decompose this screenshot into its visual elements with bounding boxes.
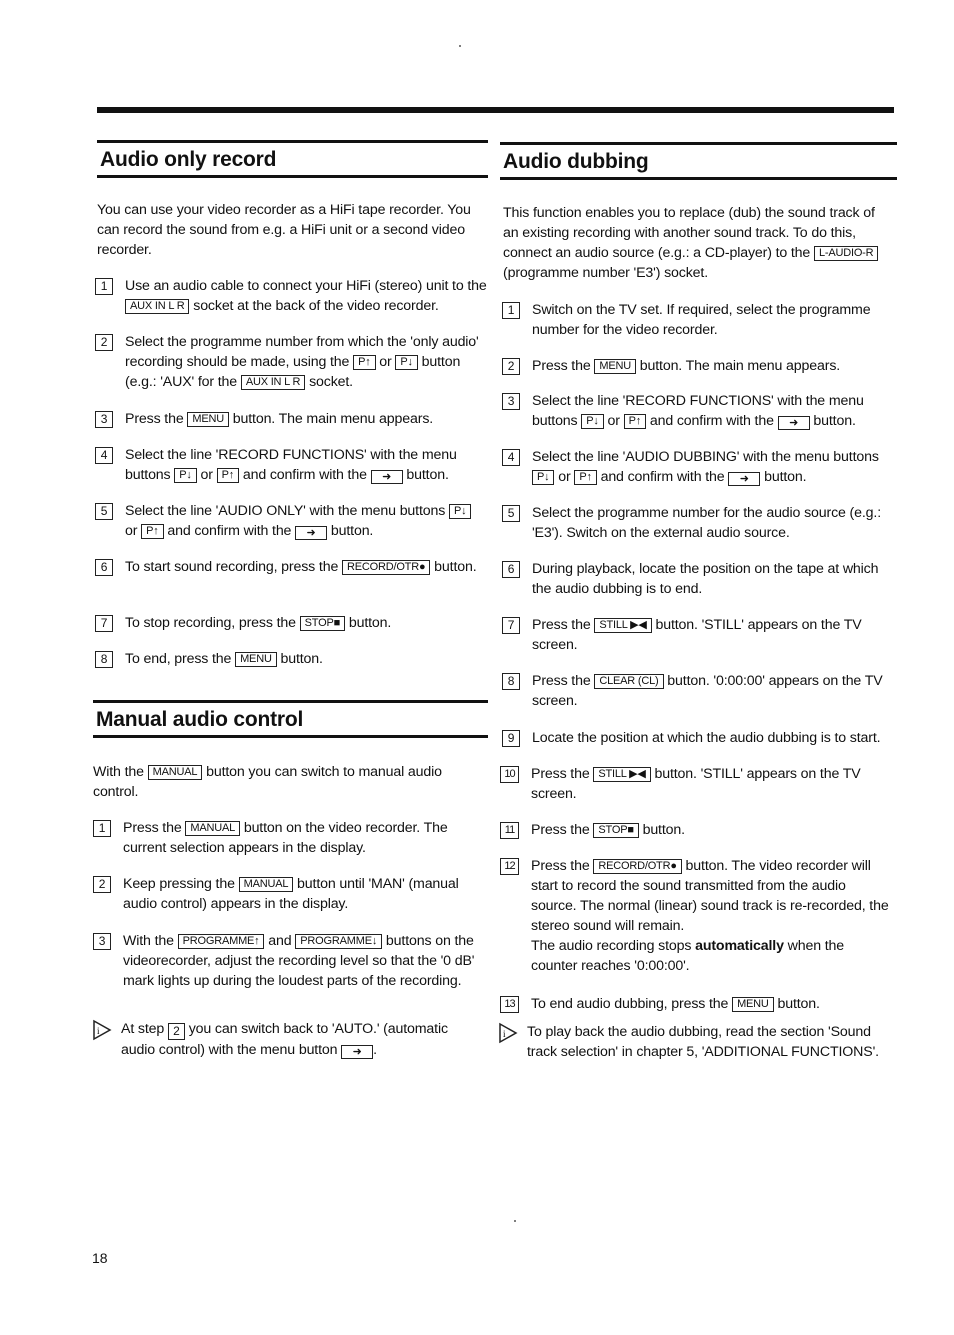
p-up-key: P↑ xyxy=(624,414,646,429)
dub-step-11 xyxy=(500,820,894,840)
p-down-key: P↓ xyxy=(449,504,471,519)
step-text: Select the line 'AUDIO ONLY' with the menu buttons P↓ or P↑ and confirm with the ➜ button. xyxy=(125,501,487,541)
step-text: Press the STOP■ button. xyxy=(531,822,685,838)
p-up-key: P↑ xyxy=(217,468,239,483)
dub-step-10 xyxy=(500,764,894,804)
l-audio-r-key: L-AUDIO-R xyxy=(814,246,878,261)
step-number: 2 xyxy=(502,358,520,375)
step-text: To stop recording, press the STOP■ button. xyxy=(125,615,392,631)
tip-triangle-icon xyxy=(91,1019,113,1041)
step-text: Press the STILL ▶◀ button. 'STILL' appears on the TV screen. xyxy=(531,766,861,802)
step-5 xyxy=(95,501,487,541)
dub-step-7 xyxy=(502,615,894,655)
svg-text:i: i xyxy=(97,1026,100,1036)
dub-step-3 xyxy=(502,391,894,431)
section-title-audio-only xyxy=(97,140,488,178)
tip-triangle-icon xyxy=(497,1022,519,1044)
intro-text: You can use your video recorder as a HiFi tape recorder. You can record the sound from e.g. a HiFi unit or a second video recorder. xyxy=(97,202,471,258)
step-number: 5 xyxy=(95,503,113,520)
step-text: Select the line 'RECORD FUNCTIONS' with the menu buttons P↓ or P↑ and confirm with the ➜ button. xyxy=(125,447,457,483)
step-text: Switch on the TV set. If required, select the programme number for the video recorder. xyxy=(532,302,871,338)
tip-text: At step 2 you can switch back to 'AUTO.' (automatic audio control) with the menu button ➜ . xyxy=(121,1021,448,1058)
dub-step-2 xyxy=(502,356,894,376)
step-4 xyxy=(95,445,487,485)
record-otr-key: RECORD/OTR● xyxy=(342,560,430,575)
step-number: 2 xyxy=(95,334,113,351)
manual-key: MANUAL xyxy=(185,821,240,836)
speck xyxy=(514,1220,516,1222)
p-down-key: P↓ xyxy=(174,468,196,483)
step-number: 3 xyxy=(93,933,111,950)
section-heading: Audio dubbing xyxy=(503,150,649,173)
right-arrow-key-icon: ➜ xyxy=(371,470,403,484)
step-number: 1 xyxy=(502,302,520,319)
dub-step-9 xyxy=(502,728,894,748)
section-title-manual xyxy=(93,700,488,738)
programme-up-key: PROGRAMME↑ xyxy=(178,934,265,949)
step-text: Press the MANUAL button on the video recorder. The current selection appears in the display. xyxy=(123,820,448,856)
manual-step-2 xyxy=(93,874,485,914)
intro-text: With the MANUAL button you can switch to manual audio control. xyxy=(93,764,442,800)
programme-down-key: PROGRAMME↓ xyxy=(295,934,382,949)
step-number: 10 xyxy=(500,766,519,783)
p-up-key: P↑ xyxy=(141,524,163,539)
stop-key: STOP■ xyxy=(593,823,638,838)
step-number: 4 xyxy=(502,449,520,466)
menu-key: MENU xyxy=(594,359,636,374)
step-number: 3 xyxy=(502,393,520,410)
intro-text: This function enables you to replace (dub) the sound track of an existing recording with another sound track. To do this, connect an audio source (e.g.: a CD-player) to the L-AUDIO-R (programme number 'E3') socket. xyxy=(503,203,893,283)
manual-step-1 xyxy=(93,818,485,858)
section-heading: Audio only record xyxy=(100,148,277,171)
step-number: 9 xyxy=(502,730,520,747)
dub-step-13 xyxy=(500,994,894,1014)
step-text: Press the CLEAR (CL) button. '0:00:00' appears on the TV screen. xyxy=(532,673,883,709)
step-3 xyxy=(95,409,487,429)
manual-key: MANUAL xyxy=(148,765,203,780)
speck xyxy=(459,45,461,47)
step-number: 11 xyxy=(500,822,519,839)
p-down-key: P↓ xyxy=(395,355,417,370)
step-text: To end, press the MENU button. xyxy=(125,651,323,667)
step-number: 13 xyxy=(500,996,519,1013)
step-text: During playback, locate the position on the tape at which the audio dubbing is to end. xyxy=(532,561,879,597)
section-heading: Manual audio control xyxy=(96,708,304,731)
p-down-key: P↓ xyxy=(581,414,603,429)
step-text: Press the MENU button. The main menu appears. xyxy=(532,358,841,374)
dub-step-8 xyxy=(502,671,894,711)
step-8 xyxy=(95,649,487,669)
still-key: STILL ▶◀ xyxy=(593,767,650,782)
menu-key: MENU xyxy=(187,412,229,427)
step-text: Select the programme number from which the 'only audio' recording should be made, using the P↑ or P↓ button (e.g.: 'AUX' for the AUX IN L R socket. xyxy=(125,334,479,390)
step-number: 7 xyxy=(95,615,113,632)
tip-text: To play back the audio dubbing, read the section 'Sound track selection' in chapter 5, 'ADDITIONAL FUNCTIONS'. xyxy=(527,1024,879,1060)
aux-in-key: AUX IN L R xyxy=(241,375,305,390)
record-otr-key: RECORD/OTR● xyxy=(593,859,681,874)
step-text: Use an audio cable to connect your HiFi (stereo) unit to the AUX IN L R socket at the back of the video recorder. xyxy=(125,278,487,314)
dubbing-tip xyxy=(497,1022,894,1062)
section-title-dubbing xyxy=(500,142,897,180)
step-7 xyxy=(95,613,487,633)
menu-key: MENU xyxy=(235,652,277,667)
step-text: Select the line 'AUDIO DUBBING' with the menu buttons P↓ or P↑ and confirm with the ➜ button. xyxy=(532,449,879,485)
p-up-key: P↑ xyxy=(574,470,596,485)
step-6 xyxy=(95,557,487,577)
step-text: Press the STILL ▶◀ button. 'STILL' appears on the TV screen. xyxy=(532,617,862,653)
right-arrow-key-icon: ➜ xyxy=(728,472,760,486)
dub-step-12 xyxy=(500,856,894,976)
stop-key: STOP■ xyxy=(300,616,345,631)
right-arrow-key-icon: ➜ xyxy=(295,526,327,540)
step-number: 7 xyxy=(502,617,520,634)
step-text: With the PROGRAMME↑ and PROGRAMME↓ buttons on the videorecorder, adjust the recording level so that the '0 dB' mark lights up during the loudest parts of the recording. xyxy=(123,933,475,989)
step-number: 8 xyxy=(95,651,113,668)
p-up-key: P↑ xyxy=(353,355,375,370)
menu-key: MENU xyxy=(732,997,774,1012)
step-number: 6 xyxy=(95,559,113,576)
step-number: 6 xyxy=(502,561,520,578)
aux-in-key: AUX IN L R xyxy=(125,299,189,314)
step-2 xyxy=(95,332,487,392)
clear-key: CLEAR (CL) xyxy=(594,674,663,689)
step-text: Locate the position at which the audio dubbing is to start. xyxy=(532,730,881,746)
dub-step-6 xyxy=(502,559,894,599)
step-number: 1 xyxy=(93,820,111,837)
step-text: To start sound recording, press the RECORD/OTR● button. xyxy=(125,559,477,575)
step-number: 8 xyxy=(502,673,520,690)
manual-key: MANUAL xyxy=(239,877,294,892)
step-number: 12 xyxy=(500,858,519,875)
step-number: 5 xyxy=(502,505,520,522)
step-text: To end audio dubbing, press the MENU button. xyxy=(531,996,820,1012)
step-text: Press the MENU button. The main menu appears. xyxy=(125,411,434,427)
step-number: 1 xyxy=(95,278,113,295)
step-ref-key: 2 xyxy=(168,1023,185,1040)
step-text: Select the line 'RECORD FUNCTIONS' with the menu buttons P↓ or P↑ and confirm with the ➜ button. xyxy=(532,393,864,429)
step-number: 2 xyxy=(93,876,111,893)
step-text: Keep pressing the MANUAL button until 'MAN' (manual audio control) appears in the display. xyxy=(123,876,459,912)
step-text: Press the RECORD/OTR● button. The video recorder will start to record the sound transmitted from the audio source. The normal (linear) sound track is re-recorded, the stereo sound will remain. The audio recording stops automatically when the counter reaches '0:00:00'. xyxy=(531,858,889,974)
right-arrow-key-icon: ➜ xyxy=(341,1045,373,1059)
manual-tip xyxy=(91,1019,485,1060)
still-key: STILL ▶◀ xyxy=(594,618,651,633)
step-1 xyxy=(95,276,487,316)
right-arrow-key-icon: ➜ xyxy=(778,416,810,430)
dub-step-4 xyxy=(502,447,894,487)
dub-step-1 xyxy=(502,300,894,340)
svg-text:i: i xyxy=(503,1029,506,1039)
page-number: 18 xyxy=(92,1250,108,1266)
step-number: 4 xyxy=(95,447,113,464)
step-text: Select the programme number for the audio source (e.g.: 'E3'). Switch on the external audio source. xyxy=(532,505,881,541)
manual-step-3 xyxy=(93,931,485,991)
dub-step-5 xyxy=(502,503,894,543)
top-rule xyxy=(97,107,894,113)
p-down-key: P↓ xyxy=(532,470,554,485)
step-number: 3 xyxy=(95,411,113,428)
